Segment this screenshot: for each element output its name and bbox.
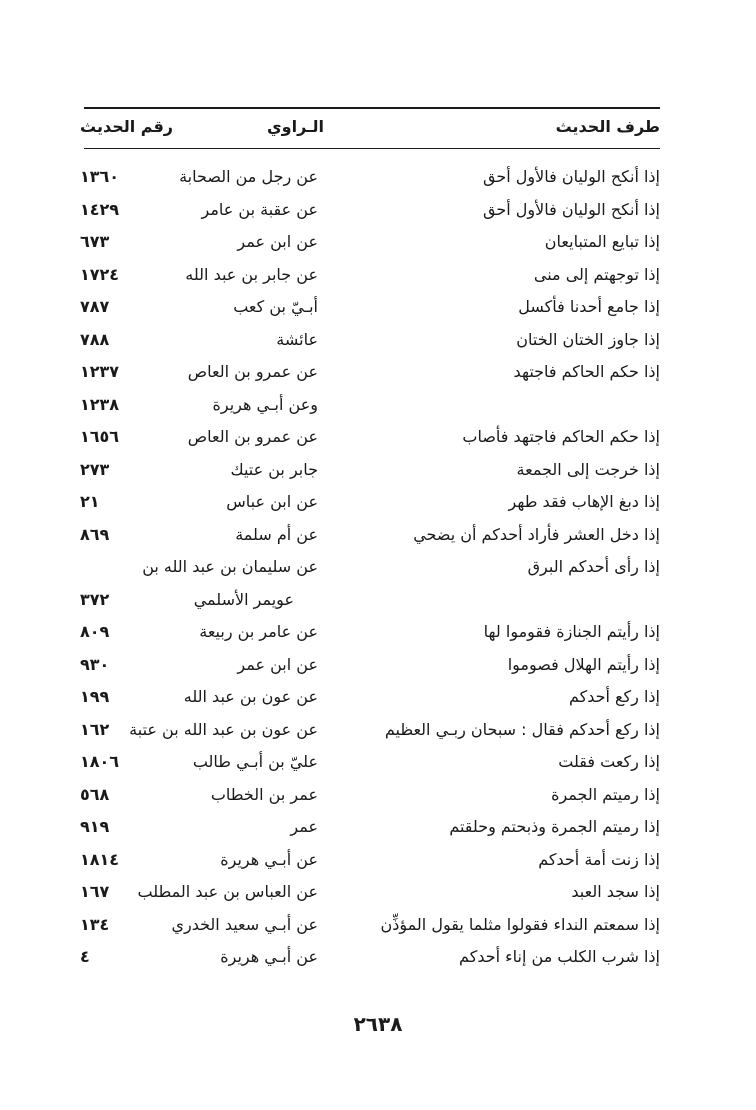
table-row (0, 716, 756, 749)
table-row (0, 521, 756, 554)
table-row (0, 943, 756, 976)
hadith-topic: إذا رميتم الجمرة (551, 784, 660, 804)
hadith-topic: إذا جامع أحدنا فأكسل (518, 297, 660, 316)
hadith-narrator: عن ابن عمر (237, 654, 318, 674)
hadith-number: ١٣٤ (80, 914, 110, 934)
table-row (0, 651, 756, 684)
table-row (0, 618, 756, 651)
hadith-topic: إذا دبغ الإهاب فقد طهر (508, 492, 660, 511)
hadith-topic: إذا ركعت فقلت (558, 752, 660, 771)
header-number: رقم الحديث (80, 117, 174, 136)
hadith-topic: إذا توجهتم إلى منى (533, 264, 660, 284)
hadith-number: ١٤٢٩ (80, 199, 120, 219)
hadith-narrator: عمر بن الخطاب (210, 784, 318, 804)
hadith-topic: إذا سجد العبد (571, 882, 660, 901)
table-row (0, 488, 756, 521)
hadith-topic: إذا رأيتم الجنازة فقوموا لها (483, 622, 660, 641)
hadith-number: ٧٨٨ (80, 329, 110, 349)
hadith-narrator: عن عمرو بن العاص (187, 362, 318, 381)
hadith-narrator: عن رجل من الصحابة (179, 167, 318, 186)
hadith-topic: إذا زنت أمة أحدكم (538, 849, 660, 869)
table-row (0, 196, 756, 229)
table-row (0, 878, 756, 911)
hadith-narrator: عن عون بن عبد الله (183, 687, 318, 706)
table-row (0, 813, 756, 846)
hadith-narrator: عن سليمان بن عبد الله بن (142, 557, 318, 576)
table-header (0, 117, 756, 141)
hadith-topic: إذا أنكح الوليان فالأول أحق (482, 199, 660, 219)
hadith-topic: إذا أنكح الوليان فالأول أحق (482, 167, 660, 186)
hadith-narrator: جابر بن عتيك (230, 459, 318, 479)
hadith-narrator: عمر (290, 817, 318, 836)
page-number: ٢٦٣٨ (353, 1012, 403, 1036)
hadith-narrator: عن أبـي هريرة (220, 947, 318, 966)
hadith-number: ١٦٥٦ (80, 427, 120, 446)
hadith-number: ١٨١٤ (80, 849, 120, 869)
table-row (0, 293, 756, 326)
hadith-narrator: عن عقبة بن عامر (201, 199, 318, 219)
hadith-number: ٢١ (80, 492, 100, 511)
table-row (0, 358, 756, 391)
hadith-number: ٥٦٨ (80, 784, 110, 804)
hadith-topic: إذا جاوز الختان الختان (516, 329, 660, 349)
hadith-topic: إذا رأيتم الهلال فصوموا (507, 654, 660, 674)
hadith-number: ٩١٩ (80, 817, 110, 836)
hadith-narrator: عن عمرو بن العاص (187, 427, 318, 446)
table-row (0, 846, 756, 879)
hadith-number: ١٦٢ (80, 719, 110, 739)
table-row (0, 261, 756, 294)
table-row (0, 228, 756, 261)
hadith-topic: إذا سمعتم النداء فقولوا مثلما يقول المؤذِّن (380, 914, 660, 934)
table-row (0, 683, 756, 716)
hadith-narrator: عن أم سلمة (235, 524, 318, 544)
table-row (0, 326, 756, 359)
hadith-topic: إذا ركع أحدكم (568, 687, 660, 706)
table-row (0, 391, 756, 424)
table-row (0, 586, 756, 619)
table-row (0, 163, 756, 196)
hadith-topic: إذا تبايع المتبايعان (544, 232, 660, 251)
header-topic: طرف الحديث (555, 117, 660, 136)
hadith-number: ١٦٧ (80, 882, 110, 901)
hadith-narrator: عن عون بن عبد الله بن عتبة (129, 719, 318, 739)
hadith-number: ٦٧٣ (80, 232, 110, 251)
hadith-number: ١٨٠٦ (80, 752, 120, 771)
hadith-number: ١٩٩ (80, 687, 110, 706)
hadith-topic: إذا حكم الحاكم فاجتهد (513, 362, 660, 381)
table-body (0, 163, 756, 976)
hadith-topic: إذا شرب الكلب من إناء أحدكم (459, 947, 660, 966)
hadith-narrator: عن أبـي سعيد الخدري (171, 914, 318, 934)
hadith-topic: إذا دخل العشر فأراد أحدكم أن يضحي (413, 524, 660, 544)
hadith-narrator: عن العباس بن عبد المطلب (137, 882, 318, 901)
hadith-narrator: عن عامر بن ربيعة (199, 622, 318, 641)
hadith-topic: إذا رميتم الجمرة وذبحتم وحلقتم (449, 817, 660, 836)
hadith-narrator: عن أبـي هريرة (220, 849, 318, 869)
hadith-number: ٩٣٠ (80, 654, 110, 674)
header-rule (84, 148, 660, 149)
hadith-number: ١٢٣٧ (80, 362, 120, 381)
hadith-number: ٧٨٧ (80, 297, 110, 316)
hadith-narrator: عن ابن عباس (226, 492, 318, 511)
hadith-number: ٨٦٩ (80, 524, 110, 544)
header-narrator: الـراوي (266, 117, 324, 136)
hadith-number: ٢٧٣ (80, 459, 110, 479)
hadith-number: ٤ (80, 947, 90, 966)
hadith-narrator: عن ابن عمر (237, 232, 318, 251)
table-row (0, 911, 756, 944)
hadith-topic: إذا خرجت إلى الجمعة (516, 459, 660, 479)
hadith-narrator: وعن أبـي هريرة (212, 394, 318, 414)
table-row (0, 456, 756, 489)
hadith-number: ١٣٦٠ (80, 167, 120, 186)
hadith-narrator: أبـيّ بن كعب (233, 297, 318, 316)
hadith-topic: إذا حكم الحاكم فاجتهد فأصاب (462, 427, 660, 446)
hadith-number: ٣٧٢ (80, 589, 110, 609)
hadith-number: ٨٠٩ (80, 622, 110, 641)
table-row (0, 781, 756, 814)
table-row (0, 748, 756, 781)
hadith-narrator: عائشة (276, 329, 318, 349)
hadith-number: ١٢٣٨ (80, 394, 120, 414)
table-row (0, 423, 756, 456)
hadith-number: ١٧٢٤ (80, 264, 120, 284)
table-row (0, 553, 756, 586)
top-rule (84, 107, 660, 109)
hadith-narrator: عن جابر بن عبد الله (185, 264, 318, 284)
hadith-topic: إذا رأى أحدكم البرق (527, 557, 660, 576)
hadith-narrator: عويمر الأسلمي (193, 589, 294, 609)
hadith-narrator: عليّ بن أبـي طالب (192, 752, 318, 771)
hadith-topic: إذا ركع أحدكم فقال : سبحان ربـي العظيم (384, 719, 660, 739)
